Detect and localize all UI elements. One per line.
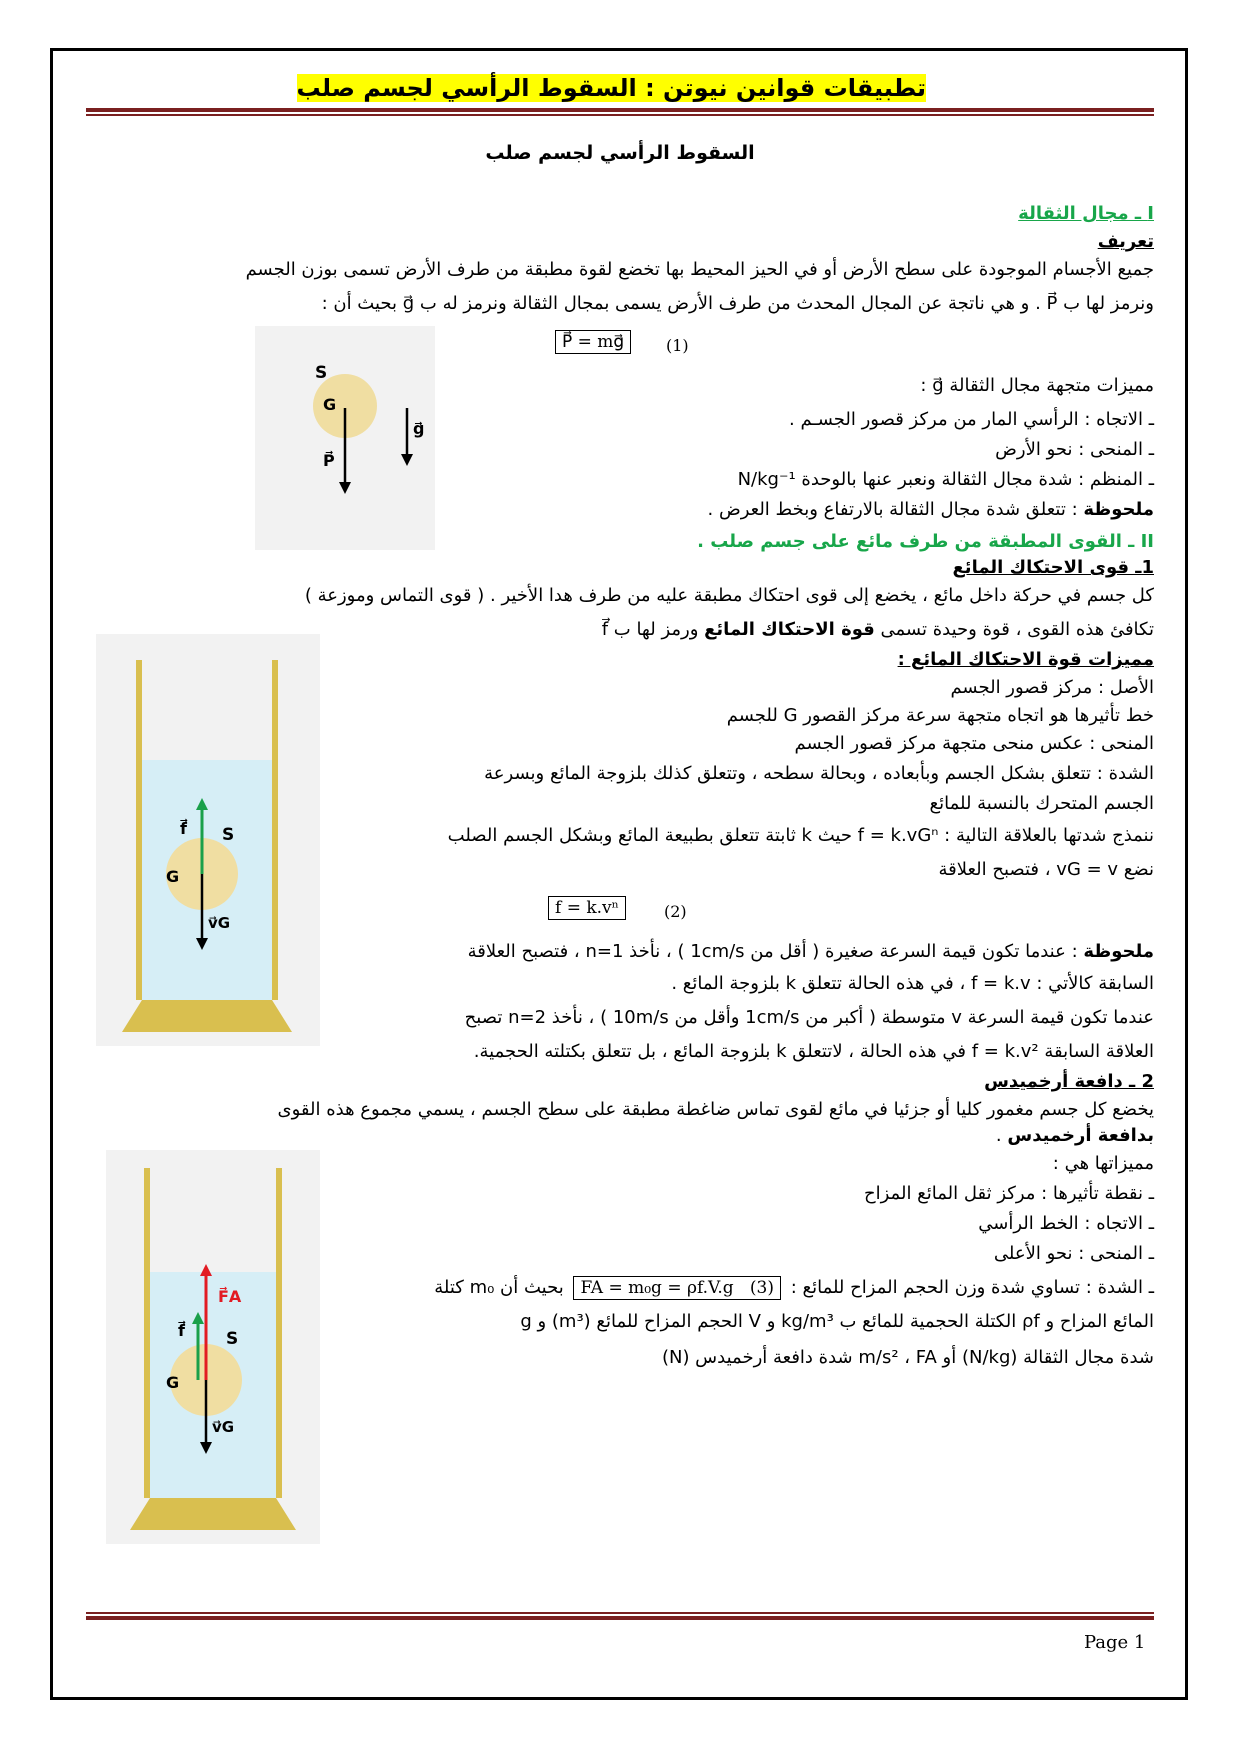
archimedes-magnitude: ـ الشدة : تساوي شدة وزن الحجم المزاح للمائع : FA = m₀g = ρf.V.g (3) بحيث أن m₀ كتلة (434, 1277, 1154, 1298)
label-S: S (226, 1329, 239, 1349)
equation-2-box: f = k.vⁿ (548, 896, 626, 920)
gravity-note: ملحوظة : تتعلق شدة مجال الثقالة بالارتفاع وبخط العرض . (707, 499, 1154, 520)
friction-origin: الأصل : مركز قصور الجسم (950, 677, 1154, 698)
friction-note-3: عندما تكون قيمة السرعة v متوسطة ( أكبر من 1cm/s وأقل من 10m/s ) ، نأخذ n=2 تصبح (464, 1007, 1154, 1028)
archimedes-heading: 2 ـ دافعة أرخميدس (984, 1071, 1154, 1092)
section-1-heading: I ـ مجال الثقالة (1018, 203, 1154, 224)
label-P: P⃗ (323, 451, 335, 470)
friction-note-1: ملحوظة : عندما تكون قيمة السرعة صغيرة ( أقل من 1cm/s ) ، نأخذ n=1 ، فتصبح العلاقة (467, 941, 1154, 962)
friction-features-title: مميزات قوة الاحتكاك المائع : (897, 649, 1154, 670)
friction-para-2: تكافئ هذه القوى ، قوة وحيدة تسمى قوة الاحتكاك المائع ورمز لها ب f⃗ (601, 619, 1154, 640)
archimedes-para-2: بدافعة أرخميدس . (995, 1125, 1154, 1146)
gravity-sense: ـ المنحى : نحو الأرض (995, 439, 1154, 460)
friction-sense: المنحى : عكس منحى متجهة مركز قصور الجسم (794, 733, 1154, 754)
section-2-heading: II ـ القوى المطبقة من طرف مائع على جسم صلب . (697, 531, 1154, 552)
definition-title: تعريف (1097, 231, 1154, 252)
label-G: G (166, 867, 180, 886)
label-g: g⃗ (413, 419, 425, 438)
equation-1 (555, 332, 631, 352)
equation-1-box: P⃗ = mg⃗ (555, 330, 631, 354)
archimedes-para-1: يخضع كل جسم مغمور كليا أو جزئيا في مائع لقوى تماس ضاغطة مطبقة على سطح الجسم ، يسمي مجموع هذه القوى (277, 1099, 1154, 1120)
equation-1-number: (1) (666, 336, 689, 355)
definition-line-1: جميع الأجسام الموجودة على سطح الأرض أو في الحيز المحيط بها تخضع لقوة مطبقة من طرف الأرض تسمى بوزن الجسم (245, 259, 1154, 280)
footer-rule (86, 1612, 1154, 1620)
archimedes-definitions-1: المائع المزاح و ρf الكتلة الحجمية للمائع ب kg/m³ و V الحجم المزاح للمائع (m³) و g (520, 1311, 1154, 1332)
label-S: S (222, 825, 235, 845)
archimedes-direction: ـ الاتجاه : الخط الرأسي (978, 1213, 1154, 1234)
header-rule (86, 108, 1154, 116)
label-f: f⃗ (180, 819, 187, 838)
label-vG: v⃗G (212, 1418, 235, 1436)
equation-3-box: FA = m₀g = ρf.V.g (3) (573, 1276, 781, 1300)
friction-magnitude-1: الشدة : تتعلق بشكل الجسم وبأبعاده ، وبحالة سطحه ، وتتعلق كذلك بلزوجة المائع وبسرعة (484, 763, 1154, 784)
label-S: S (315, 363, 328, 383)
page-title-text: تطبيقات قوانين نيوتن : السقوط الرأسي لجسم صلب (296, 74, 926, 102)
gravity-features-title: مميزات متجهة مجال الثقالة g⃗ : (920, 375, 1154, 396)
page-number: Page 1 (1084, 1632, 1146, 1653)
friction-heading: 1ـ قوى الاحتكاك المائع (952, 557, 1154, 578)
label-G: G (166, 1373, 180, 1392)
definition-line-2: ونرمز لها ب P⃗ . و هي ناتجة عن المجال المحدث من طرف الأرض يسمى بمجال الثقالة ونرمز له ب g⃗ بحيث أن : (321, 293, 1154, 314)
label-G: G (323, 395, 337, 414)
friction-note-2: السابقة كالأتي : f = k.v ، في هذه الحالة تتعلق k بلزوجة المائع . (671, 973, 1154, 994)
archimedes-application-point: ـ نقطة تأثيرها : مركز ثقل المائع المزاح (864, 1183, 1154, 1204)
friction-note-4: العلاقة السابقة f = k.v² في هذه الحالة ، لاتتعلق k بلزوجة المائع ، بل تتعلق بكتلته الحجمية. (473, 1041, 1154, 1062)
gravity-direction: ـ الاتجاه : الرأسي المار من مركز قصور الجسـم . (789, 409, 1154, 430)
equation-2-number: (2) (664, 902, 687, 921)
friction-substitution: نضع vG = v ، فتصبح العلاقة (938, 859, 1154, 880)
figure-gravity (255, 326, 435, 550)
archimedes-features-title: مميزاتها هي : (1052, 1153, 1154, 1174)
friction-magnitude-2: الجسم المتحرك بالنسبة للمائع (929, 793, 1154, 814)
friction-model: ننمذج شدتها بالعلاقة التالية : f = k.vGⁿ حيث k ثابتة تتعلق بطبيعة المائع وبشكل الجسم الصلب (447, 825, 1154, 846)
label-FA: F⃗A (218, 1287, 242, 1306)
figure-archimedes (106, 1150, 320, 1544)
page-title (296, 72, 926, 104)
figure-friction (96, 634, 320, 1046)
friction-line-of-action: خط تأثيرها هو اتجاه متجهة سرعة مركز القصور G للجسم (726, 705, 1154, 726)
archimedes-sense: ـ المنحى : نحو الأعلى (993, 1243, 1154, 1264)
archimedes-definitions-2: شدة مجال الثقالة (N/kg) أو m/s² ، FA شدة دافعة أرخميدس (N) (661, 1347, 1154, 1368)
friction-para-1: كل جسم في حركة داخل مائع ، يخضع إلى قوى احتكاك مطبقة عليه من طرف هدا الأخير . ( قوى التماس وموزعة ) (304, 585, 1154, 606)
equation-2 (548, 898, 626, 918)
label-f: f⃗ (178, 1321, 185, 1340)
gravity-magnitude: ـ المنظم : شدة مجال الثقالة ونعبر عنها بالوحدة N/kg⁻¹ (737, 469, 1154, 490)
label-vG: v⃗G (208, 914, 231, 932)
subtitle: السقوط الرأسي لجسم صلب (485, 142, 755, 164)
